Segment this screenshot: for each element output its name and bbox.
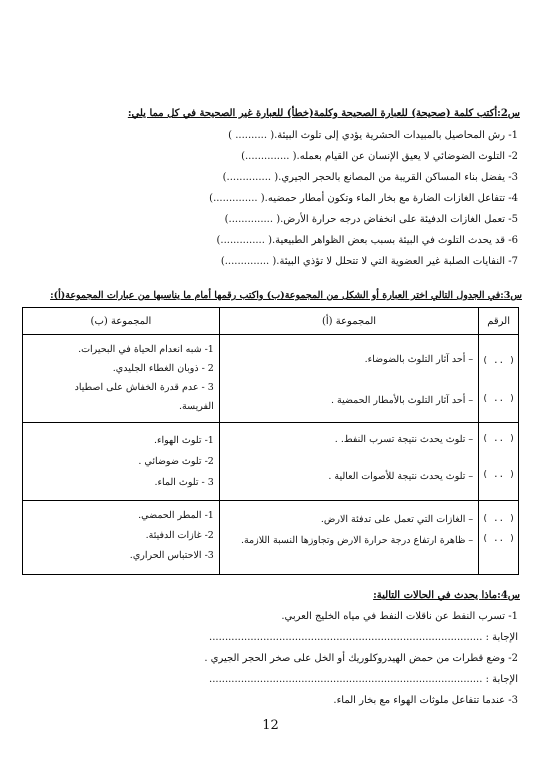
q2-item-6: 6- قد يحدث التلوث في البيئة بسبب بعض الظواهر الطبيعية.( ..............) <box>216 235 518 246</box>
group-b-item: الفريسة. <box>179 401 214 412</box>
group-b-item: 3 - عدم قدرة الخفاش على اصطياد <box>74 382 214 393</box>
group-b-item: 2- غازات الدفيئة. <box>145 530 214 541</box>
group-a-item: – الغازات التي تعمل على تدفئة الارض. <box>320 514 474 525</box>
group-a-cell <box>219 423 478 501</box>
group-a-item: – تلوث يحدث نتيجة للأصوات العالية . <box>328 471 474 482</box>
q4-item-3: 3- عندما تتفاعل ملوثات الهواء مع بخار الماء. <box>333 695 518 706</box>
table-header-row <box>23 308 519 335</box>
answer-blank[interactable]: ( .. ) <box>482 434 515 444</box>
q2-item-5: 5- تعمل الغازات الدفيئة على انخفاض درجه حرارة الأرض.( ..............) <box>224 214 518 225</box>
matching-table <box>22 307 519 575</box>
answer-blank[interactable]: ( .. ) <box>482 514 515 524</box>
header-num: الرقم <box>479 308 519 335</box>
group-b-item: 2- تلوث ضوضائي . <box>138 456 214 467</box>
table-row <box>23 335 519 423</box>
group-a-cell <box>219 335 478 423</box>
q4-title: س4:ماذا يحدث في الحالات التالية: <box>373 590 520 601</box>
q4-item-2: 2- وضع قطرات من حمض الهيدروكلوريك أو الخل على صخر الحجر الجيري . <box>204 653 518 664</box>
answer-line-2[interactable]: الإجابة : ...................................................................................... <box>209 674 518 685</box>
group-b-item: 3- الاحتباس الحراري. <box>129 550 214 561</box>
group-a-cell <box>219 501 478 575</box>
q2-item-3: 3- يفضل بناء المساكن القريبة من المصانع بالحجر الجيري.( ..............) <box>222 172 518 183</box>
group-a-item: – أحد آثار التلوث بالضوضاء. <box>364 354 474 365</box>
group-b-item: 1- شبه انعدام الحياة في البحيرات. <box>78 344 214 355</box>
answer-line-1[interactable]: الإجابة : ...................................................................................... <box>209 632 518 643</box>
group-a-item: – ظاهرة ارتفاع درجة حرارة الارض وتجاوزها النسبة اللازمة. <box>240 535 474 546</box>
num-cell <box>479 501 519 575</box>
group-b-item: 1- تلوث الهواء. <box>153 435 214 446</box>
q4-item-1: 1- تسرب النفط عن ناقلات النفط في مياه الخليج العربي. <box>281 611 518 622</box>
q2-item-1: 1- رش المحاصيل بالمبيدات الحشرية يؤدي إلى تلوث البيئة.( .......... ) <box>228 130 518 141</box>
q2-item-4: 4- تتفاعل الغازات الضارة مع بخار الماء وتكون أمطار حمضيه.( ..............) <box>209 193 518 204</box>
q3-title: س3:في الجدول التالي اختر العبارة أو الشكل من المجموعة(ب) واكتب رقمها أمام ما يناسبها من عبارات المجموعة(أ): <box>50 290 522 301</box>
q2-item-2: 2- التلوث الضوضائي لا يعيق الإنسان عن القيام بعمله.( ..............) <box>241 151 518 162</box>
table-row <box>23 501 519 575</box>
num-cell <box>479 423 519 501</box>
group-b-item: 1- المطر الحمضي. <box>138 510 214 521</box>
table-row <box>23 423 519 501</box>
group-b-cell <box>23 335 220 423</box>
group-b-cell <box>23 423 220 501</box>
group-b-cell <box>23 501 220 575</box>
group-a-item: – أحد آثار التلوث بالأمطار الحمضية . <box>330 395 474 406</box>
group-a-item: – تلوث يحدث نتيجة تسرب النفط. . <box>334 434 474 445</box>
header-group-a: المجموعة (أ) <box>219 308 478 335</box>
answer-blank[interactable]: ( .. ) <box>482 534 515 544</box>
answer-blank[interactable]: ( .. ) <box>482 356 515 366</box>
header-group-b: المجموعة (ب) <box>23 308 220 335</box>
group-b-item: 2 - ذوبان الغطاء الجليدي. <box>112 363 214 374</box>
page-number: 12 <box>262 718 279 733</box>
answer-blank[interactable]: ( .. ) <box>482 394 515 404</box>
q2-item-7: 7- النفايات الصلبة غير العضوية التي لا تتحلل لا تؤذي البيئة.( ..............) <box>220 256 518 267</box>
group-b-item: 3 - تلوث الماء. <box>154 477 214 488</box>
q2-title: س2:أكتب كلمة (صحيحة) للعبارة الصحيحة وكلمة(خطأ) للعبارة غير الصحيحة في كل مما يلي: <box>127 108 520 119</box>
num-cell <box>479 335 519 423</box>
answer-blank[interactable]: ( .. ) <box>482 470 515 480</box>
